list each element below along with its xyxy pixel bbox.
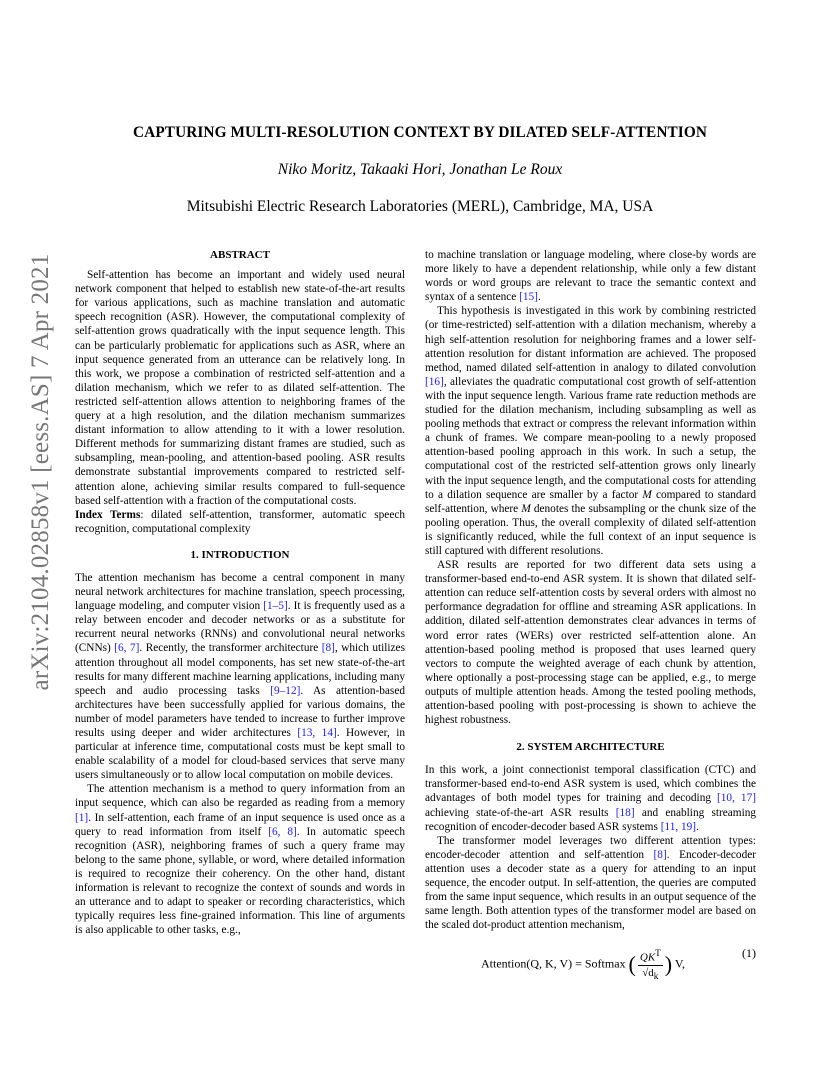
citation-link[interactable]: [18] (615, 806, 635, 819)
system-paragraph-1: In this work, a joint connectionist temporal classification (CTC) and transformer-based end-to-end ASR system is used, which combines the advantages of both model types for training and decoding [10, 17] achieving state-of-the-art ASR results [18] and enabling streaming recognition of encoder-decoder based ASR systems [11, 19]. (425, 764, 757, 833)
citation-link[interactable]: [8] (653, 848, 667, 861)
paper-title: CAPTURING MULTI-RESOLUTION CONTEXT BY DILATED SELF-ATTENTION (133, 124, 707, 141)
paper-affiliation: Mitsubishi Electric Research Laboratories (MERL), Cambridge, MA, USA (186, 198, 654, 215)
citation-link[interactable]: [11, 19] (660, 820, 697, 833)
citation-link[interactable]: [9–12] (270, 684, 301, 697)
equation-body: Attention(Q, K, V) = Softmax ( $\frac{QK^T}{√d_k}$ ) V, (481, 946, 685, 983)
system-paragraph-2: The transformer model leverages two different attention types: encoder-decoder attention and self-attention [8]. Encoder-decoder attention uses a decoder state as a query for attending to an input sequence, the encoder output. In self-attention, the queries are computed from the same input sequence, which results in an output sequence of the same length. Both attention types of the transformer model are based on the scaled dot-product attention mechanism, (425, 834, 756, 932)
citation-link[interactable]: [10, 17] (717, 792, 756, 805)
arxiv-sidebar (21, 253, 61, 691)
citation-link[interactable]: [1–5] (263, 600, 288, 613)
arxiv-identifier: arXiv:2104.02858v1 [eess.AS] 7 Apr 2021 (27, 253, 54, 691)
citation-link[interactable]: [13, 14] (297, 727, 337, 739)
equation-lhs: Attention(Q, K, V) = Softmax (481, 956, 626, 971)
index-terms-text: : dilated self-attention, transformer, automatic speech recognition, computational complexity (75, 508, 405, 535)
citation-link[interactable]: [1] (75, 811, 89, 824)
citation-link[interactable]: [15] (519, 291, 538, 304)
citation-link[interactable]: [6, 8] (268, 825, 297, 838)
left-column (75, 248, 405, 937)
equation-number: (1) (742, 946, 756, 961)
intro-heading: 1. INTRODUCTION (190, 548, 290, 561)
intro-paragraph-1: The attention mechanism has become a central component in many neural network architectures for machine translation, speech processing, language modeling, and computer vision [1–5]. It is frequently used as a relay between encoder and decoder networks or as a substitute for recurrent neural networks (RNNs) and convolutional neural networks (CNNs) [6, 7]. Recently, the transformer architecture [8], which utilizes attention throughout all model components, has set new state-of-the-art results for many different machine learning applications, including many speech and audio processing tasks [9–12]. As attention-based architectures have been successfully applied for various domains, the number of model parameters have tended to increase to further improve results using deeper and wider architectures [13, 14]. However, in particular at inference time, computational costs must be kept small to enable scalability of a model for cloud-based services that serve many users simultaneously or to allow local computation on mobile devices. (75, 571, 406, 782)
index-terms-label: Index Terms (75, 508, 141, 521)
index-terms (75, 508, 405, 536)
abstract-heading: ABSTRACT (210, 249, 270, 261)
right-column (425, 248, 757, 982)
intro-paragraph-2-continued: to machine translation or language modeling, where close-by words are more likely to have a dependent relationship, while only a few distant words or word groups are relevant to trace the semantic context and syntax of a sentence [15]. (425, 249, 756, 304)
equation-1 (425, 936, 756, 982)
intro-paragraph-4: ASR results are reported for two different data sets using a transformer-based end-to-end ASR system. It is shown that dilated self-attention can reduce self-attention costs by several orders with almost no performance degradation for offline and streaming ASR applications. In addition, dilated self-attention demonstrates clear advances in terms of word error rates (WERs) over restricted self-attention alone. An attention-based pooling method is proposed that uses learned query vectors to compute the weighted average of each chunk by attention, where optionally a post-processing stage can be applied, e.g., to merge outputs of multiple attention heads. Among the tested pooling methods, attention-based pooling with post-processing is shown to achieve the highest robustness. (425, 559, 756, 727)
intro-paragraph-3: This hypothesis is investigated in this work by combining restricted (or time-restricted) self-attention with a dilation mechanism, whereby a high self-attention resolution for neighboring frames and a lower self-attention resolution for distant information are achieved. The proposed method, named dilated self-attention in analogy to dilated convolution [16], alleviates the quadratic computational cost growth of self-attention with the input sequence length. Various frame rate reduction methods are studied for the dilation mechanism, including subsampling as well as pooling methods that extract or compress the relevant information within a chunk of frames. We compare mean-pooling to a newly proposed attention-based pooling approach in this work. In such a setup, the computational cost of the restricted self-attention grows only linearly with the input sequence length, and the computational costs for attending to a dilation sequence are smaller by a factor M compared to standard self-attention, where M denotes the subsampling or the chunk size of the pooling operation. Thus, the overall complexity of dilated self-attention is significantly reduced, while the full context of an input sequence is still captured with different resolutions. (425, 305, 757, 557)
intro-paragraph-2: The attention mechanism is a method to query information from an input sequence, which can also be regarded as reading from a memory [1]. In self-attention, each frame of an input sequence is used once as a query to read information from itself [6, 8]. In automatic speech recognition (ASR), neighboring frames of such a query frame may belong to the same phone, syllable, or word, where detailed information is required to recognize their coherency. On the other hand, distant information is relevant to recognize the context of sounds and words in an utterance and to adapt to speaker or recording characteristics, which typically requires less fine-grained information. This line of arguments is also applicable to other tasks, e.g., (75, 783, 405, 937)
paper-authors: Niko Moritz, Takaaki Hori, Jonathan Le Roux (277, 161, 563, 178)
abstract-text: Self-attention has become an important and widely used neural network component that helped to establish new state-of-the-art results for various applications, such as machine translation and automatic speech recognition (ASR). However, the computational complexity of self-attention grows quadratically with the input sequence length. This can be particularly problematic for applications such as ASR, where an input sequence generated from an utterance can be relatively long. In this work, we propose a combination of restricted self-attention and a dilation mechanism, which we refer to as dilated self-attention. The restricted self-attention allows attention to neighboring frames of the query at a high resolution, and the dilation mechanism summarizes distant information to allow attending to it with a lower resolution. Different methods for summarizing distant frames are studied, such as subsampling, mean-pooling, and attention-based pooling. ASR results demonstrate substantial improvements compared to restricted self-attention alone, achieving similar results compared to full-sequence based self-attention with a fraction of the computational costs. (75, 269, 405, 507)
citation-link[interactable]: [6, 7] (114, 642, 140, 655)
system-heading: 2. SYSTEM ARCHITECTURE (516, 741, 665, 754)
equation-fraction: $\frac{QK^T}{√d_k}$ (639, 948, 661, 982)
citation-link[interactable]: [8] (321, 642, 335, 655)
citation-link[interactable]: [16] (425, 375, 444, 388)
equation-rhs: V, (674, 956, 685, 971)
